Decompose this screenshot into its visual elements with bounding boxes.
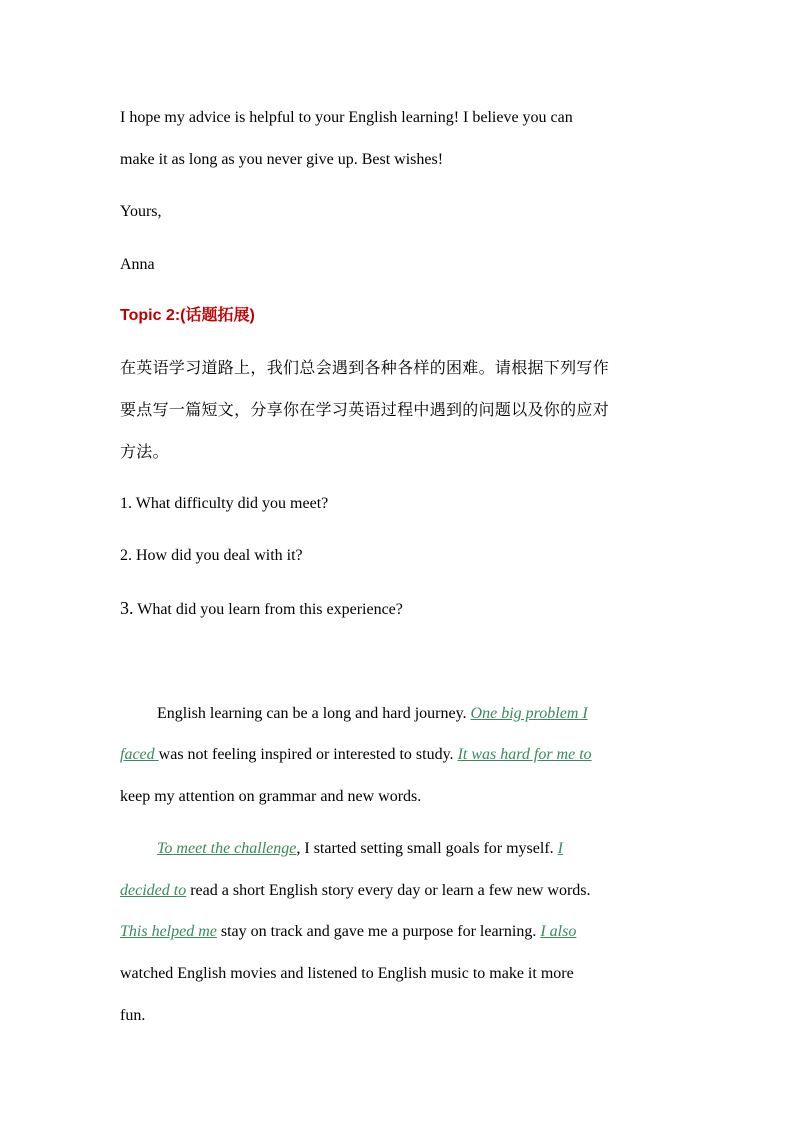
essay-p1-line-2 xyxy=(120,745,690,765)
topic-heading: Topic 2:(话题拓展) xyxy=(120,307,255,324)
essay-text: read a short English story every day or learn a few new words. xyxy=(186,882,591,899)
essay-p2-line-5: fun. xyxy=(120,1007,146,1024)
question-2: 2. How did you deal with it? xyxy=(120,547,303,564)
highlighted-phrase: I also xyxy=(540,923,577,940)
question-3-text: What did you learn from this experience? xyxy=(133,601,403,618)
essay-p2-line-4: watched English movies and listened to English music to make it more xyxy=(120,965,574,982)
closing-salutation: Yours, xyxy=(120,203,162,220)
essay-p1-line-1 xyxy=(157,704,727,724)
question-3 xyxy=(120,598,690,620)
question-3-number: 3. xyxy=(120,598,134,618)
closing-line-2: make it as long as you never give up. Best wishes! xyxy=(120,151,444,168)
essay-text: was not feeling inspired or interested to study. xyxy=(158,746,458,763)
highlighted-phrase: This helped me xyxy=(120,923,217,940)
highlighted-phrase: faced xyxy=(120,746,159,763)
highlighted-phrase: I xyxy=(557,840,563,857)
prompt-line-3: 方法。 xyxy=(120,442,169,461)
essay-text: , I started setting small goals for myself. xyxy=(296,840,558,857)
highlighted-phrase: It was hard for me to xyxy=(457,746,592,763)
essay-text: English learning can be a long and hard journey. xyxy=(157,705,471,722)
highlighted-phrase: To meet the challenge xyxy=(157,840,297,857)
essay-text: stay on track and gave me a purpose for learning. xyxy=(216,923,541,940)
highlighted-phrase: decided to xyxy=(120,882,187,899)
question-1: 1. What difficulty did you meet? xyxy=(120,495,329,512)
closing-signature: Anna xyxy=(120,256,155,273)
essay-p2-line-2 xyxy=(120,881,690,901)
prompt-line-1: 在英语学习道路上，我们总会遇到各种各样的困难。请根据下列写作 xyxy=(120,358,610,377)
essay-p2-line-3 xyxy=(120,922,690,942)
essay-p2-line-1 xyxy=(157,839,727,859)
closing-line-1: I hope my advice is helpful to your English learning! I believe you can xyxy=(120,109,573,126)
highlighted-phrase: One big problem I xyxy=(470,705,588,722)
prompt-line-2: 要点写一篇短文，分享你在学习英语过程中遇到的问题以及你的应对 xyxy=(120,400,610,419)
essay-p1-line-3: keep my attention on grammar and new words. xyxy=(120,788,422,805)
